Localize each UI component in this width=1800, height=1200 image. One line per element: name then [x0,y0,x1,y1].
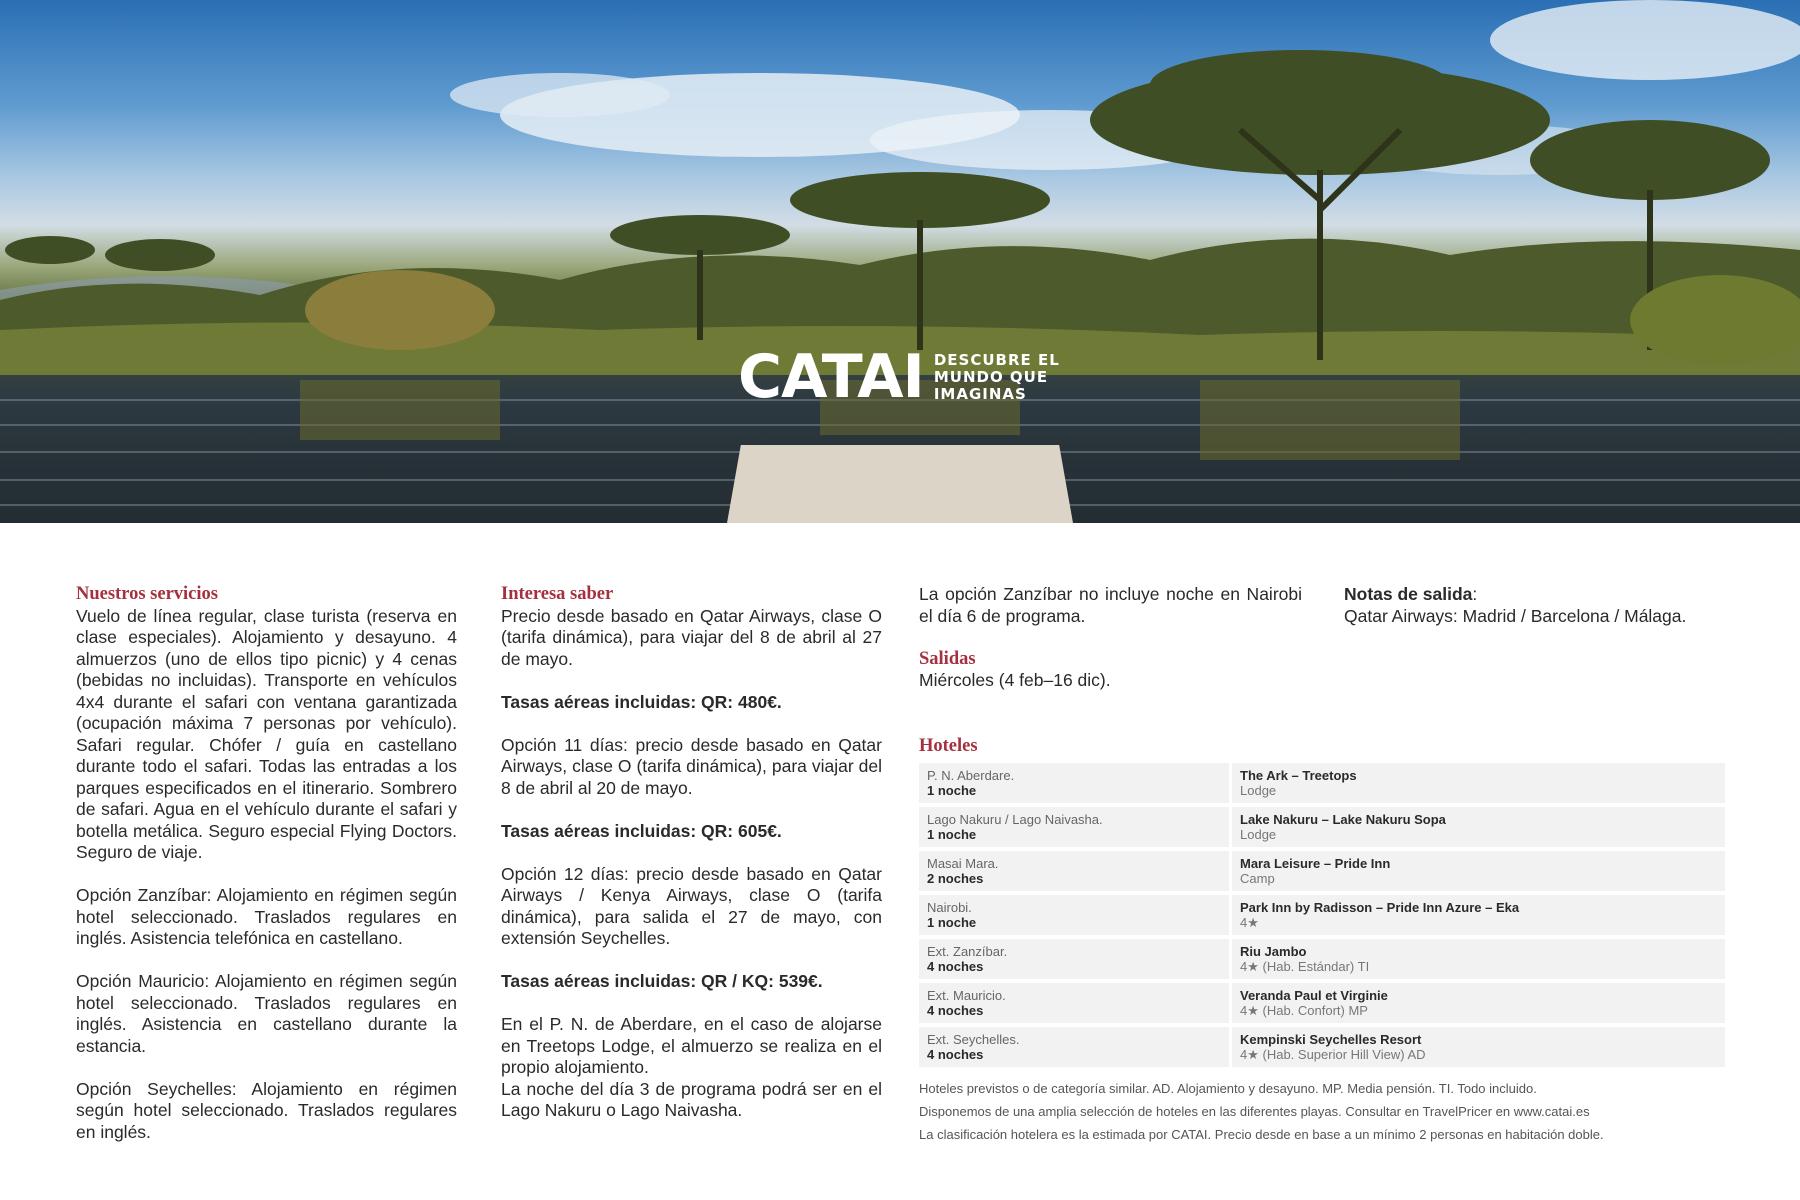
airport-tax-2: Tasas aéreas incluidas: QR: 605€. [501,820,782,841]
table-row [919,763,1725,803]
departures-heading: Salidas [919,648,976,669]
airport-tax-3: Tasas aéreas incluidas: QR / KQ: 539€. [501,971,823,991]
departure-notes-label: Notas de salida [1344,584,1473,604]
departures-text: Miércoles (4 feb–16 dic). [919,670,1111,690]
hotel-location: Ext. Mauricio. [927,988,1006,1003]
hotel-name-cell [1232,983,1725,1023]
hotels-table [919,763,1725,1071]
logo-wordmark: CATAI [738,342,924,412]
hotel-name: Lake Nakuru – Lake Nakuru Sopa [1240,812,1446,827]
footnote-hotel-classification: La clasificación hotelera es la estimada por CATAI. Precio desde en base a un mínimo 2 personas en habitación doble. [919,1127,1604,1142]
hotel-category: 4★ (Hab. Superior Hill View) AD [1240,1047,1426,1062]
hotel-nights: 4 noches [927,1047,984,1062]
hotel-nights: 4 noches [927,1003,984,1018]
hotel-category: 4★ [1240,915,1259,930]
hotel-location-cell [919,1027,1229,1067]
hotel-category: 4★ (Hab. Confort) MP [1240,1003,1368,1018]
hotel-name-cell [1232,895,1725,935]
hotel-name: The Ark – Treetops [1240,768,1357,783]
hotel-name-cell [1232,851,1725,891]
hotel-nights: 4 noches [927,959,984,974]
hotel-location: Nairobi. [927,900,972,915]
hotel-location-cell [919,983,1229,1023]
hotel-location-cell [919,763,1229,803]
departure-notes-colon: : [1472,584,1478,604]
price-info-3: Opción 12 días: precio desde basado en Qatar Airways / Kenya Airways, clase O (tarifa dinámica), para salida el 27 de mayo, con extensión Seychelles. [501,863,882,948]
hotel-name-cell [1232,763,1725,803]
hotel-name: Kempinski Seychelles Resort [1240,1032,1422,1047]
hotel-location-cell [919,939,1229,979]
zanzibar-night-note: La opción Zanzíbar no incluye noche en Nairobi el día 6 de programa. [919,584,1302,626]
hotel-location: Masai Mara. [927,856,999,871]
departures-column [919,584,1302,692]
night-3-note: La noche del día 3 de programa podrá ser en el Lago Nakuru o Lago Naivasha. [501,1078,882,1120]
hotel-location-cell [919,851,1229,891]
option-seychelles-text: Opción Seychelles: Alojamiento en régimen según hotel seleccionado. Traslados regulares en inglés. [76,1078,457,1142]
title-tab-shape [727,445,1073,523]
hotel-name: Veranda Paul et Virginie [1240,988,1388,1003]
catai-logo [738,342,1060,412]
hotel-location: P. N. Aberdare. [927,768,1015,783]
hotel-name-cell [1232,1027,1725,1067]
hotel-category: Camp [1240,871,1275,886]
option-mauricio-text: Opción Mauricio: Alojamiento en régimen según hotel seleccionado. Traslados regulares en inglés. Asistencia en castellano durante la estancia. [76,971,457,1056]
hotel-category: Lodge [1240,783,1277,798]
table-row [919,807,1725,847]
hotel-nights: 2 noches [927,871,984,886]
footnote-hotel-categories: Hoteles previstos o de categoría similar. AD. Alojamiento y desayuno. MP. Media pensión. TI. Todo incluido. [919,1081,1537,1096]
hotel-nights: 1 noche [927,783,977,798]
option-zanzibar-text: Opción Zanzíbar: Alojamiento en régimen según hotel seleccionado. Traslados regulares en inglés. Asistencia telefónica en castellano. [76,885,457,948]
services-column [76,584,457,1143]
hero-photo [0,0,1800,523]
hotel-name: Mara Leisure – Pride Inn [1240,856,1391,871]
logo-tagline [934,352,1060,403]
services-text: Vuelo de línea regular, clase turista (reserva en clase especiales). Alojamiento y desayuno. 4 almuerzos (uno de ellos tipo picnic) y 4 cenas (bebidas no incluidas). Transporte en vehículos 4x4 durante el safari con ventana garantizada (ocupación máxima 7 personas por vehículo). Safari regular. Chófer / guía en castellano durante todo el safari. Todas las entradas a los parques especificados en el itinerario. Sombrero de safari. Agua en el vehículo durante el safari y botella metálica. Seguro especial Flying Doctors. Seguro de viaje. [76,605,457,862]
services-heading: Nuestros servicios [76,584,218,604]
hotel-location-cell [919,807,1229,847]
hotel-location-cell [919,895,1229,935]
info-heading: Interesa saber [501,584,614,604]
lake-landscape-illustration [0,0,1800,523]
hotel-nights: 1 noche [927,915,977,930]
hotel-name-cell [1232,939,1725,979]
hotel-location: Ext. Zanzíbar. [927,944,1008,959]
table-row [919,895,1725,935]
price-info-1: Precio desde basado en Qatar Airways, clase O (tarifa dinámica), para viajar del 8 de abril al 27 de mayo. [501,605,882,669]
hotel-nights: 1 noche [927,827,977,842]
hotel-name-cell [1232,807,1725,847]
table-row [919,851,1725,891]
hotels-footnotes [919,1081,1779,1150]
tagline-line-1: DESCUBRE EL [933,350,1060,369]
table-row [919,939,1725,979]
airport-tax-1: Tasas aéreas incluidas: QR: 480€. [501,691,782,712]
hotel-name: Riu Jambo [1240,944,1307,959]
hotel-location: Lago Nakuru / Lago Naivasha. [927,812,1103,827]
departure-notes-title [1344,584,1724,606]
table-row [919,1027,1725,1067]
price-info-2: Opción 11 días: precio desde basado en Qatar Airways, clase O (tarifa dinámica), para viajar del 8 de abril al 20 de mayo. [501,734,882,798]
hotel-category: 4★ (Hab. Estándar) TI [1240,959,1370,974]
departure-notes-column [1344,584,1724,627]
info-column [501,584,882,1122]
tagline-line-2: MUNDO QUE [933,367,1049,386]
hotel-name: Park Inn by Radisson – Pride Inn Azure – Eka [1240,900,1520,915]
table-row [919,983,1725,1023]
footnote-beach-hotels: Disponemos de una amplia selección de hoteles en las diferentes playas. Consultar en TravelPricer en www.catai.es [919,1104,1590,1119]
departure-notes-text: Qatar Airways: Madrid / Barcelona / Málaga. [1344,605,1687,626]
hotel-category: Lodge [1240,827,1277,842]
hotels-heading: Hoteles [919,736,978,756]
tagline-line-3: IMAGINAS [933,384,1027,403]
hotel-location: Ext. Seychelles. [927,1032,1020,1047]
aberdare-note: En el P. N. de Aberdare, en el caso de alojarse en Treetops Lodge, el almuerzo se realiza en el propio alojamiento. [501,1014,882,1077]
